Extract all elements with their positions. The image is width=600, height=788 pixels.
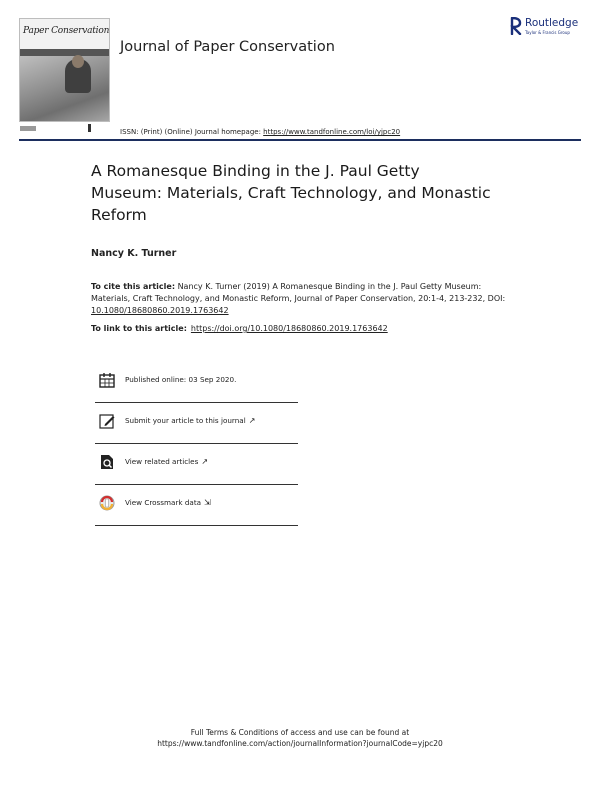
crossmark-icon xyxy=(99,495,115,511)
external-link-icon: ↗ xyxy=(201,457,209,466)
article-title: A Romanesque Binding in the J. Paul Getty Museum: Materials, Craft Technology, and Monastic Reform xyxy=(91,162,491,224)
footer-terms-text: Full Terms & Conditions of access and use can be found at xyxy=(190,728,410,737)
related-articles-label: View related articles xyxy=(125,457,199,466)
related-articles-icon xyxy=(99,454,115,470)
crossmark-label: View Crossmark data xyxy=(125,498,202,507)
crossmark-external-icon: ⇲ xyxy=(204,498,211,507)
calendar-icon xyxy=(99,372,115,388)
footer xyxy=(0,727,600,749)
issn-label: ISSN: (Print) (Online) Journal homepage: xyxy=(120,128,264,136)
footer-terms-link[interactable]: https://www.tandfonline.com/action/journalInformation?journalCode=yjpc20 xyxy=(157,739,443,748)
crossmark-link[interactable] xyxy=(125,498,211,507)
header-divider xyxy=(19,139,581,141)
article-link-label: To link to this article: xyxy=(91,324,187,333)
citation-label: To cite this article: xyxy=(91,282,176,291)
cover-figure-head xyxy=(72,55,84,68)
published-date: Published online: 03 Sep 2020. xyxy=(125,375,237,384)
list-item-submit[interactable] xyxy=(95,403,298,444)
cover-title: Paper Conservation xyxy=(23,26,110,36)
article-author: Nancy K. Turner xyxy=(91,248,177,259)
journal-cover-image xyxy=(19,18,110,122)
doi-link[interactable]: 10.1080/18680860.2019.1763642 xyxy=(91,306,229,315)
article-info-list xyxy=(95,362,298,526)
issn-line xyxy=(120,128,400,136)
related-articles-link[interactable] xyxy=(125,457,208,466)
journal-title: Journal of Paper Conservation xyxy=(120,39,335,55)
journal-homepage-link[interactable]: https://www.tandfonline.com/loi/yjpc20 xyxy=(263,128,401,136)
submit-article-label: Submit your article to this journal xyxy=(125,416,246,425)
routledge-r-icon xyxy=(510,17,522,35)
routledge-name: Routledge xyxy=(525,17,579,29)
cover-band xyxy=(20,49,109,56)
article-link-line xyxy=(91,324,388,333)
submit-article-link[interactable] xyxy=(125,416,255,425)
list-item-published xyxy=(95,362,298,403)
citation-text: Nancy K. Turner (2019) A Romanesque Binding in the J. Paul Getty Museum: Materials, Craft Technology, and Monastic Reform, Journal of Paper Conservation, 20:1-4, 213-232, DOI: xyxy=(91,282,506,303)
publisher-logo-mark xyxy=(88,124,107,132)
article-doi-url[interactable]: https://doi.org/10.1080/18680860.2019.1763642 xyxy=(190,324,388,333)
citation-block xyxy=(91,281,511,317)
external-link-icon: ↗ xyxy=(248,416,256,425)
list-item-related[interactable] xyxy=(95,444,298,485)
list-item-crossmark[interactable] xyxy=(95,485,298,526)
routledge-tagline: Taylor & Francis Group xyxy=(525,30,570,35)
submit-icon xyxy=(99,413,115,429)
publisher-logo-small xyxy=(20,126,36,131)
